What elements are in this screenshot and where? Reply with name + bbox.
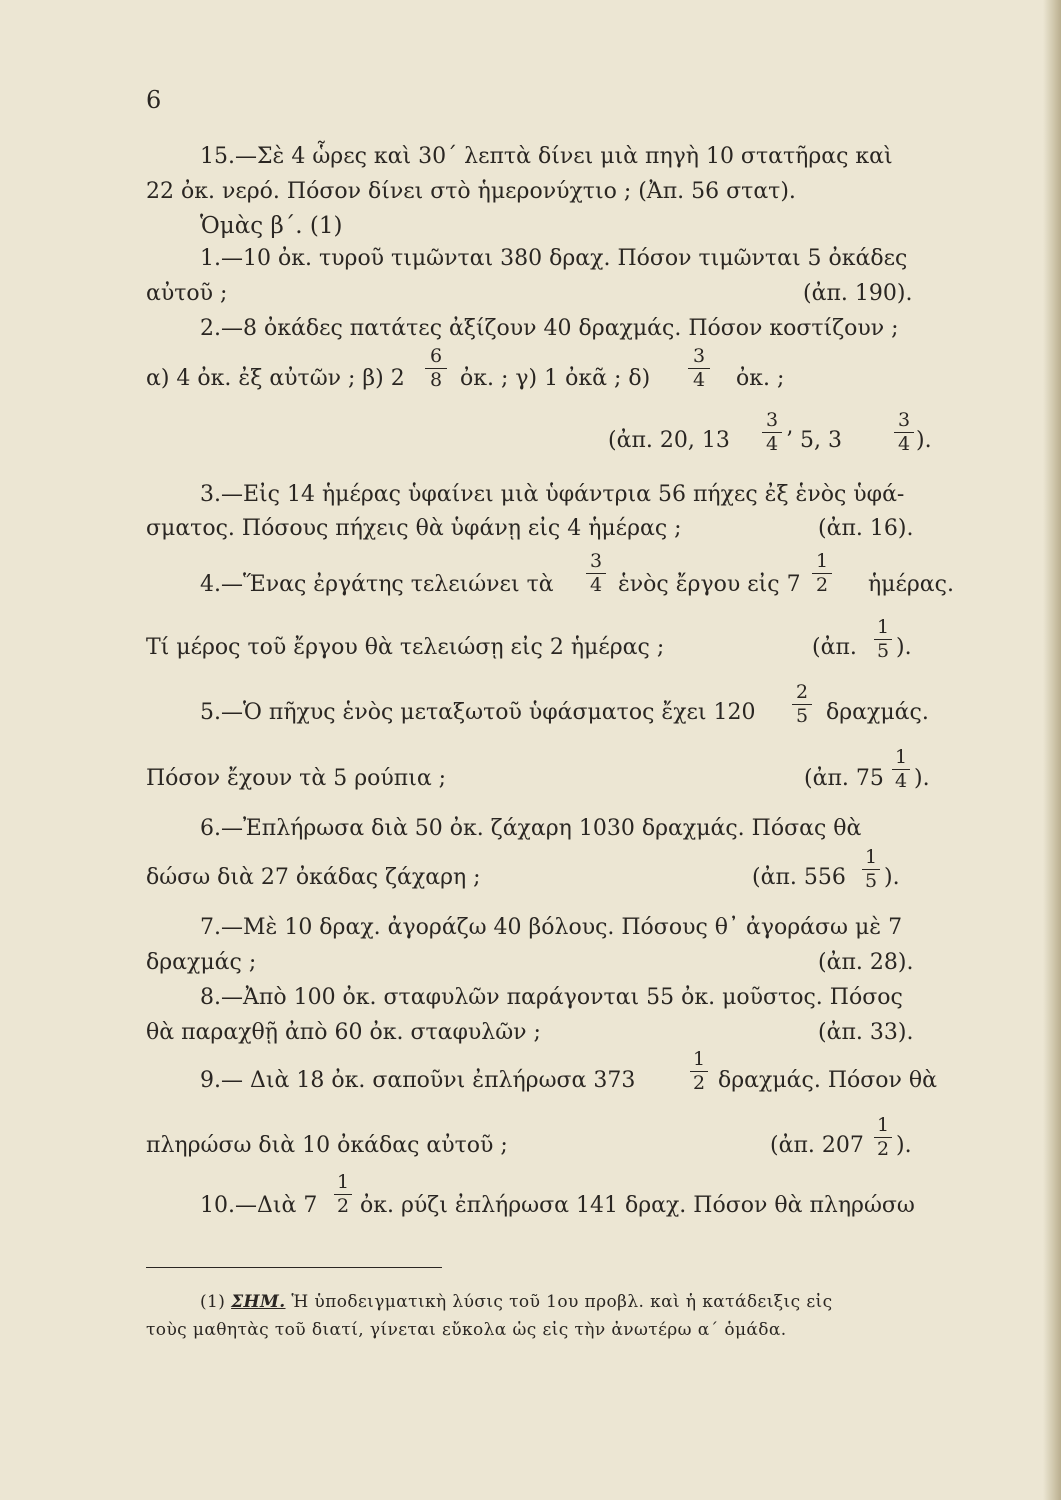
problem-9-line-1b: δραχμάς. Πόσον θὰ xyxy=(718,1068,937,1093)
fraction xyxy=(762,411,782,454)
numerator: 1 xyxy=(336,1171,350,1193)
footnote-rule xyxy=(146,1267,442,1268)
problem-8-answer: (ἀπ. 33). xyxy=(818,1020,914,1045)
page-edge-shadow xyxy=(1043,0,1061,1500)
problem-9-answer-b: ). xyxy=(896,1133,912,1158)
problem-6-answer-a: (ἀπ. 556 xyxy=(752,865,846,890)
numerator: 1 xyxy=(876,616,890,638)
problem-2-line-2e: ὀκ. ; xyxy=(736,366,785,391)
problem-3-answer: (ἀπ. 16). xyxy=(818,516,914,541)
denominator: 5 xyxy=(864,870,878,892)
numerator: 6 xyxy=(429,345,443,367)
problem-9-answer-a: (ἀπ. 207 xyxy=(770,1133,864,1158)
problem-2-line-2a: α) 4 ὀκ. ἐξ αὐτῶν ; β) 2 xyxy=(146,366,405,391)
denominator: 4 xyxy=(589,574,603,596)
problem-5-answer-a: (ἀπ. 75 xyxy=(804,766,884,791)
denominator: 4 xyxy=(894,770,908,792)
problem-9-line-2: πληρώσω διὰ 10 ὀκάδας αὐτοῦ ; xyxy=(146,1133,508,1158)
problem-3-line-2: σματος. Πόσους πήχεις θὰ ὑφάνῃ εἰς 4 ἡμέρας ; xyxy=(146,516,682,541)
denominator: 8 xyxy=(429,369,443,391)
footnote-line-2: τοὺς μαθητὰς τοῦ διατί, γίνεται εὔκολα ὡς εἰς τὴν ἀνωτέρω α΄ ὁμάδα. xyxy=(146,1320,787,1340)
problem-1-line-1: 1.—10 ὀκ. τυροῦ τιμῶνται 380 δραχ. Πόσον τιμῶνται 5 ὀκάδες xyxy=(200,246,908,271)
denominator: 5 xyxy=(876,640,890,662)
problem-8-line-2: θὰ παραχθῇ ἀπὸ 60 ὀκ. σταφυλῶν ; xyxy=(146,1020,541,1045)
problem-6-line-2: δώσω διὰ 27 ὀκάδας ζάχαρη ; xyxy=(146,865,481,890)
numerator: 3 xyxy=(765,409,779,431)
denominator: 2 xyxy=(336,1195,350,1217)
footnote-text: Ἡ ὑποδειγματικὴ λύσις τοῦ 1ου προβλ. καὶ ἡ κατάδειξις εἰς xyxy=(291,1292,833,1312)
problem-4-line-2: Τί μέρος τοῦ ἔργου θὰ τελειώσῃ εἰς 2 ἡμέρας ; xyxy=(146,635,665,660)
denominator: 2 xyxy=(815,574,829,596)
numerator: 1 xyxy=(692,1048,706,1070)
numerator: 1 xyxy=(876,1114,890,1136)
problem-15-text: 15.—Σὲ 4 ὧρες καὶ 30΄ λεπτὰ δίνει μιὰ πηγὴ 10 στατῆρας καὶ xyxy=(200,144,893,169)
problem-2-line-2c: ὀκ. ; γ) 1 ὀκᾶ ; δ) xyxy=(460,366,651,391)
fraction xyxy=(792,683,812,726)
problem-2-answer-c: ). xyxy=(916,428,932,453)
denominator: 4 xyxy=(692,369,706,391)
problem-10-line-1b: ὀκ. ρύζι ἐπλήρωσα 141 δραχ. Πόσον θὰ πληρώσω xyxy=(360,1193,915,1218)
problem-5-line-1b: δραχμάς. xyxy=(826,700,929,725)
numerator: 2 xyxy=(795,681,809,703)
problem-9-line-1a: 9.— Διὰ 18 ὀκ. σαποῦνι ἐπλήρωσα 373 xyxy=(200,1068,636,1093)
fraction xyxy=(586,552,606,595)
numerator: 3 xyxy=(897,409,911,431)
group-title: Ὁμὰς β΄. (1) xyxy=(200,213,343,239)
denominator: 2 xyxy=(692,1072,706,1094)
fraction xyxy=(894,411,914,454)
problem-6-answer-b: ). xyxy=(884,865,900,890)
problem-2-line-1: 2.—8 ὀκάδες πατάτες ἀξίζουν 40 δραχμάς. Πόσον κοστίζουν ; xyxy=(200,316,899,341)
problem-4-line-1b: ἑνὸς ἔργου εἰς 7 xyxy=(618,572,801,597)
denominator: 4 xyxy=(897,433,911,455)
problem-7-line-2: δραχμάς ; xyxy=(146,950,257,975)
problem-7-answer: (ἀπ. 28). xyxy=(818,950,914,975)
denominator: 5 xyxy=(795,705,809,727)
numerator: 1 xyxy=(815,550,829,572)
fraction xyxy=(874,618,892,661)
denominator: 2 xyxy=(876,1138,890,1160)
footnote-marker: (1) xyxy=(200,1292,226,1312)
problem-7-line-1: 7.—Μὲ 10 δραχ. ἀγοράζω 40 βόλους. Πόσους θ᾽ ἀγοράσω μὲ 7 xyxy=(200,915,903,940)
footnote-label: ΣΗΜ. xyxy=(231,1292,286,1312)
problem-15-line-1 xyxy=(200,146,960,168)
fraction xyxy=(334,1173,352,1216)
footnote-line-1 xyxy=(200,1294,833,1311)
problem-10-line-1a: 10.—Διὰ 7 xyxy=(200,1193,318,1218)
numerator: 1 xyxy=(864,846,878,868)
problem-8-line-1: 8.—Ἀπὸ 100 ὀκ. σταφυλῶν παράγονται 55 ὀκ. μοῦστος. Πόσος xyxy=(200,985,903,1010)
problem-4-line-1a: 4.—Ἕνας ἐργάτης τελειώνει τὰ xyxy=(200,572,554,597)
fraction xyxy=(892,748,910,791)
problem-6-line-1: 6.—Ἐπλήρωσα διὰ 50 ὀκ. ζάχαρη 1030 δραχμάς. Πόσας θὰ xyxy=(200,816,862,841)
fraction xyxy=(812,552,832,595)
fraction xyxy=(874,1116,892,1159)
numerator: 3 xyxy=(589,550,603,572)
fraction xyxy=(688,347,710,390)
numerator: 1 xyxy=(894,746,908,768)
problem-1-line-2: αὐτοῦ ; xyxy=(146,281,228,306)
problem-5-line-2: Πόσον ἔχουν τὰ 5 ρούπια ; xyxy=(146,766,447,791)
problem-4-answer-b: ). xyxy=(896,635,912,660)
problem-2-answer-a: (ἀπ. 20, 13 xyxy=(608,428,730,453)
problem-2-answer-b: ’ 5, 3 xyxy=(786,428,842,453)
problem-15-line-2: 22 ὀκ. νερό. Πόσον δίνει στὸ ἡμερονύχτιο ; (Ἀπ. 56 στατ). xyxy=(146,179,796,204)
page-number: 6 xyxy=(146,86,162,114)
numerator: 3 xyxy=(692,345,706,367)
problem-3-line-1: 3.—Εἰς 14 ἡμέρας ὑφαίνει μιὰ ὑφάντρια 56 πήχες ἐξ ἑνὸς ὑφά- xyxy=(200,482,905,507)
denominator: 4 xyxy=(765,433,779,455)
problem-5-line-1a: 5.—Ὁ πῆχυς ἑνὸς μεταξωτοῦ ὑφάσματος ἔχει 120 xyxy=(200,700,756,725)
problem-1-answer: (ἀπ. 190). xyxy=(803,281,913,306)
fraction xyxy=(862,848,880,891)
fraction xyxy=(425,347,447,390)
fraction xyxy=(690,1050,708,1093)
problem-4-answer-a: (ἀπ. xyxy=(812,635,857,660)
problem-5-answer-b: ). xyxy=(914,766,930,791)
problem-4-line-1c: ἡμέρας. xyxy=(868,572,954,597)
